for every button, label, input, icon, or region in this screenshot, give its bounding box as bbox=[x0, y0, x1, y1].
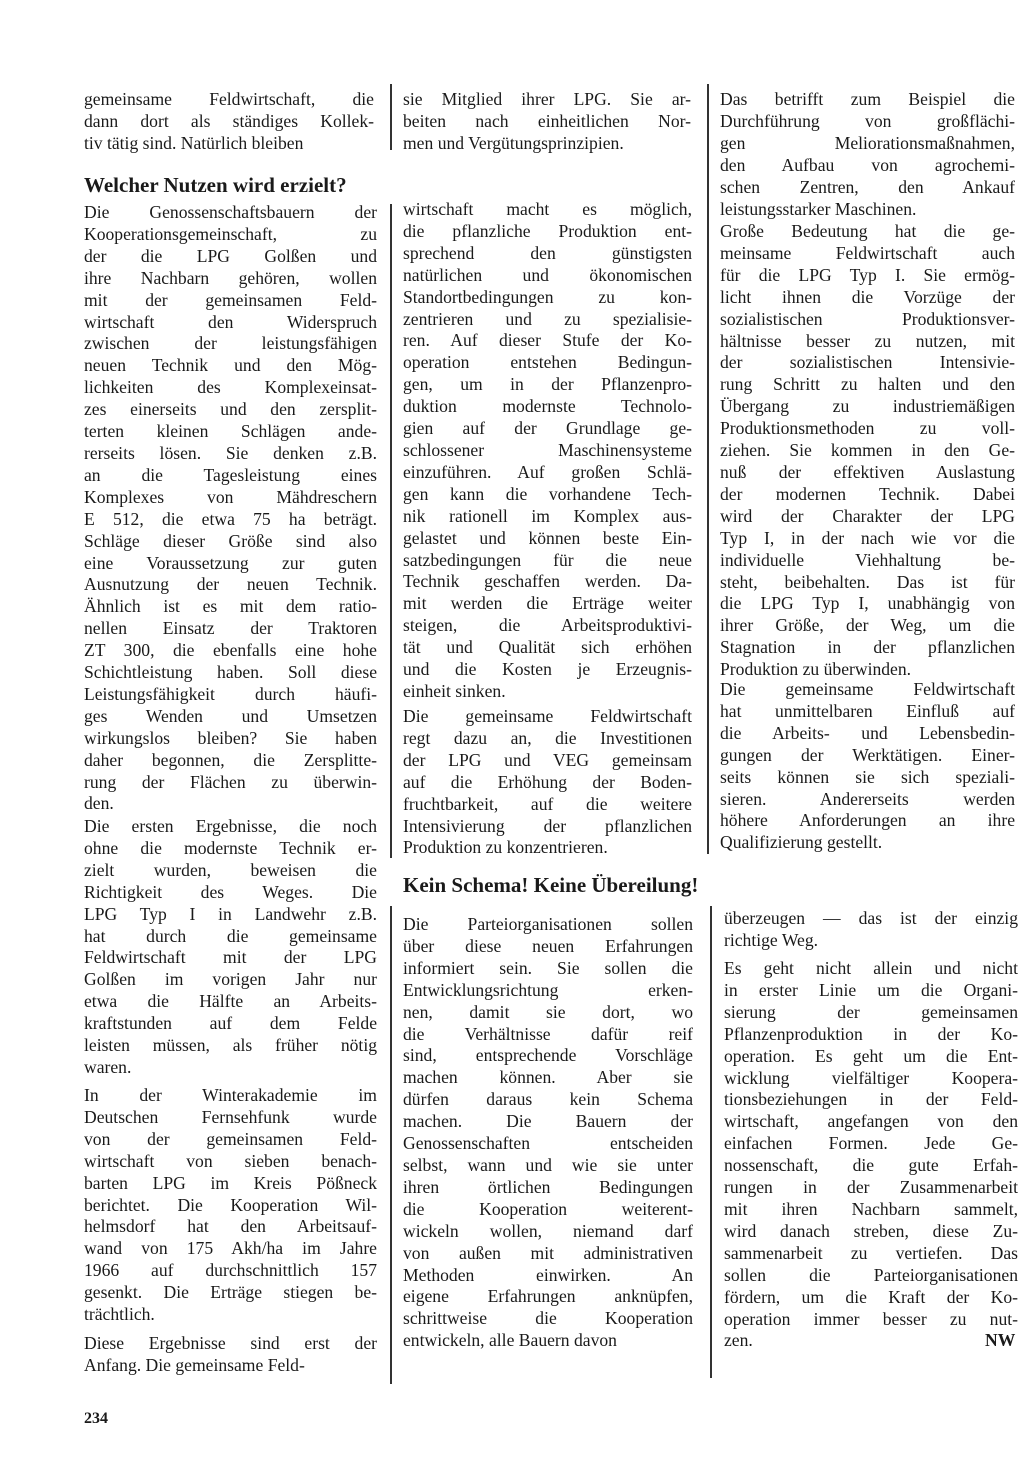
text-line: Die Parteiorganisationen sollen bbox=[403, 914, 693, 934]
text-line: hat durch die gemeinsame bbox=[84, 925, 377, 946]
text-line: Große Bedeutung hat die ge- bbox=[720, 221, 1015, 241]
text-line: wird danach streben, diese Zu- bbox=[724, 1220, 1018, 1241]
text-line: gungen der Werktätigen. Einer- bbox=[720, 744, 1015, 765]
text-line: machen. Die Bauern der bbox=[403, 1111, 693, 1132]
text-line: Schläge dieser Größe sind also bbox=[84, 530, 377, 551]
text-line: nen, damit sie dort, wo bbox=[403, 1001, 693, 1022]
text-line: Methoden einwirken. An bbox=[403, 1264, 693, 1285]
text-line: individuelle Viehhaltung be- bbox=[720, 549, 1015, 570]
top-left-text bbox=[84, 89, 374, 155]
text-line: ren. Auf dieser Stufe der Ko- bbox=[403, 330, 692, 351]
text-line: den. bbox=[84, 793, 114, 814]
text-line: seits können sie sich speziali- bbox=[720, 766, 1015, 787]
text-line: Ausnutzung der neuen Technik. bbox=[84, 574, 377, 595]
text-line: zes einerseits und den zersplit- bbox=[84, 399, 377, 420]
text-line: selbst, wann und wie sie unter bbox=[403, 1154, 693, 1175]
text-line: wand von 175 Akh/ha im Jahre bbox=[84, 1238, 377, 1259]
page-number: 234 bbox=[84, 1410, 108, 1427]
text-line: steigen, die Arbeitsproduktivi- bbox=[403, 615, 692, 636]
text-line: dann dort als ständiges Kollek- bbox=[84, 110, 374, 131]
text-line: fördern, um die Kraft der Ko- bbox=[724, 1286, 1018, 1307]
text-line: die Kooperation weiterent- bbox=[403, 1198, 693, 1219]
text-line: Qualifizierung gestellt. bbox=[720, 832, 883, 853]
text-line: regt dazu an, die Investitionen bbox=[403, 727, 692, 748]
text-line: kraftstunden auf dem Felde bbox=[84, 1013, 377, 1034]
text-line: schen Zentren, den Ankauf bbox=[720, 176, 1015, 197]
text-line: Leistungsfähigkeit durch häufi- bbox=[84, 683, 377, 704]
text-line: nik rationell im Komplex aus- bbox=[403, 505, 692, 526]
text-line: ihre Nachbarn gehören, wollen bbox=[84, 267, 377, 288]
col1-paragraph-3 bbox=[84, 1085, 377, 1326]
text-line: wicklung vielfältiger Koopera- bbox=[724, 1067, 1018, 1088]
text-line: Diese Ergebnisse sind erst der bbox=[84, 1333, 377, 1353]
text-line: über diese neuen Erfahrungen bbox=[403, 935, 693, 956]
text-line: Die Genossenschaftsbauern der bbox=[84, 202, 377, 222]
text-line: ges Wenden und Umsetzen bbox=[84, 705, 377, 726]
text-line: gen, um in der Pflanzenpro- bbox=[403, 374, 692, 395]
text-line: richtige Weg. bbox=[724, 929, 819, 950]
text-line: ohne die modernste Technik er- bbox=[84, 837, 377, 858]
col2-paragraph-1 bbox=[403, 199, 692, 703]
text-line: Schichtleistung haben. Soll diese bbox=[84, 662, 377, 683]
text-line: ziehen. Sie kommen in den Ge- bbox=[720, 440, 1015, 461]
text-line: etwa die Hälfte an Arbeits- bbox=[84, 991, 377, 1012]
text-line: men und Vergütungsprinzipien. bbox=[403, 132, 624, 153]
text-line: sozialistischen Produktionsver- bbox=[720, 308, 1015, 329]
text-line: daher begonnen, die Zersplitte- bbox=[84, 749, 377, 770]
text-line: zentrieren und zu spezialisie- bbox=[403, 308, 692, 329]
text-line: die Verhältnisse dafür reif bbox=[403, 1023, 693, 1044]
text-line: wirkungslos bleiben? Sie haben bbox=[84, 727, 377, 748]
text-line: waren. bbox=[84, 1056, 132, 1077]
column-rule bbox=[707, 84, 709, 854]
text-line: Typ I, in der nach wie vor die bbox=[720, 527, 1015, 548]
text-line: Produktion zu konzentrieren. bbox=[403, 837, 608, 858]
text-line: natürlichen und ökonomischen bbox=[403, 264, 692, 285]
text-line: einheit sinken. bbox=[403, 680, 506, 701]
text-line: meinsame Feldwirtschaft auch bbox=[720, 242, 1015, 263]
text-line: Entwicklungsrichtung erken- bbox=[403, 979, 693, 1000]
text-line: Deutschen Fernsehfunk wurde bbox=[84, 1106, 377, 1127]
text-line: sammenarbeit zu vertiefen. Das bbox=[724, 1242, 1018, 1263]
text-line: leisten müssen, als früher nötig bbox=[84, 1035, 377, 1056]
text-line: sieren. Andererseits werden bbox=[720, 788, 1015, 809]
col4-paragraph-1 bbox=[403, 914, 693, 1352]
text-line: von der gemeinsamen Feld- bbox=[84, 1128, 377, 1149]
text-line: überzeugen — das ist der einzig bbox=[724, 908, 1018, 928]
text-line: beiten nach einheitlichen Nor- bbox=[403, 110, 691, 131]
text-line: Durchführung von großflächi- bbox=[720, 110, 1015, 131]
text-line: von außen mit administrativen bbox=[403, 1242, 693, 1263]
text-line: operation entstehen Bedingun- bbox=[403, 352, 692, 373]
text-line: sollen die Parteiorganisationen bbox=[724, 1264, 1018, 1285]
text-line: an die Tagesleistung eines bbox=[84, 464, 377, 485]
text-line: mit werden die Erträge weiter bbox=[403, 593, 692, 614]
col3-paragraph-3 bbox=[720, 679, 1015, 854]
text-line: schrittweise die Kooperation bbox=[403, 1308, 693, 1329]
text-line: tionsbeziehungen in der Feld- bbox=[724, 1089, 1018, 1110]
text-line: ihrer Größe, der Weg, um die bbox=[720, 615, 1015, 636]
text-line: eine Voraussetzung zur guten bbox=[84, 552, 377, 573]
text-line: sierung der gemeinsamen bbox=[724, 1001, 1018, 1022]
text-line: dürfen daraus kein Schema bbox=[403, 1089, 693, 1110]
text-line: Die ersten Ergebnisse, die noch bbox=[84, 816, 377, 836]
text-line: sie Mitglied ihrer LPG. Sie ar- bbox=[403, 89, 691, 109]
text-line: höhere Anforderungen an ihre bbox=[720, 810, 1015, 831]
text-line: Komplexes von Mähdreschern bbox=[84, 486, 377, 507]
text-line: terten kleinen Schlägen ande- bbox=[84, 421, 377, 442]
text-line: trächtlich. bbox=[84, 1304, 155, 1325]
text-line: gen kann die vorhandene Tech- bbox=[403, 483, 692, 504]
text-line: einfachen Formen. Jede Ge- bbox=[724, 1133, 1018, 1154]
text-line: Feldwirtschaft mit der LPG bbox=[84, 947, 377, 968]
text-line: entwickeln, alle Bauern davon bbox=[403, 1330, 617, 1351]
text-line: in erster Linie um die Organi- bbox=[724, 979, 1018, 1000]
text-line: rung der Flächen zu überwin- bbox=[84, 771, 377, 792]
text-line: sprechend den günstigsten bbox=[403, 242, 692, 263]
text-line: 1966 auf durchschnittlich 157 bbox=[84, 1260, 377, 1281]
text-line: informiert sein. Sie sollen die bbox=[403, 957, 693, 978]
text-line: In der Winterakademie im bbox=[84, 1085, 377, 1105]
text-line: ihren örtlichen Bedingungen bbox=[403, 1176, 693, 1197]
text-line: Golßen im vorigen Jahr nur bbox=[84, 969, 377, 990]
text-line: für die LPG Typ I. Sie ermög- bbox=[720, 264, 1015, 285]
text-line: satzbedingungen für die neue bbox=[403, 549, 692, 570]
text-line: operation immer besser zu nut- bbox=[724, 1308, 1018, 1329]
text-line: zielt wurden, beweisen die bbox=[84, 859, 377, 880]
text-line: Ähnlich ist es mit dem ratio- bbox=[84, 596, 377, 617]
text-line: wirtschaft, angefangen von den bbox=[724, 1111, 1018, 1132]
text-line: rungen in der Zusammenarbeit bbox=[724, 1177, 1018, 1198]
text-line: lichkeiten des Komplexeinsat- bbox=[84, 377, 377, 398]
text-line: gien auf der Grundlage ge- bbox=[403, 418, 692, 439]
text-line: rung Schritt zu halten und den bbox=[720, 374, 1015, 395]
text-line: wickeln wollen, niemand darf bbox=[403, 1220, 693, 1241]
col3-paragraph-2 bbox=[720, 221, 1015, 681]
text-line: gen Meliorationsmaßnahmen, bbox=[720, 132, 1015, 153]
text-line: die LPG Typ I, unabhängig von bbox=[720, 593, 1015, 614]
col2-paragraph-2 bbox=[403, 706, 692, 859]
text-line: duktion modernste Technolo- bbox=[403, 396, 692, 417]
author-signature: NW bbox=[985, 1330, 1016, 1350]
text-line: hältnisse besser zu nutzen, mit bbox=[720, 330, 1015, 351]
column-rule bbox=[390, 204, 392, 858]
text-line: zwischen der leistungsfähigen bbox=[84, 333, 377, 354]
text-line: wird der Charakter der LPG bbox=[720, 505, 1015, 526]
text-line: Stagnation in der pflanzlichen bbox=[720, 637, 1015, 658]
text-line: tiv tätig sind. Natürlich bleiben bbox=[84, 132, 304, 153]
text-line: zen. bbox=[724, 1330, 753, 1351]
text-line: eigene Erfahrungen anknüpfen, bbox=[403, 1286, 693, 1307]
text-line: Technik geschaffen werden. Da- bbox=[403, 571, 692, 592]
col1-paragraph-4 bbox=[84, 1333, 377, 1377]
text-line: nellen Einsatz der Traktoren bbox=[84, 618, 377, 639]
text-line: rerseits lösen. Sie denken z.B. bbox=[84, 442, 377, 463]
text-line: LPG Typ I in Landwehr z.B. bbox=[84, 903, 377, 924]
text-line: E 512, die etwa 75 ha beträgt. bbox=[84, 508, 377, 529]
text-line: Die gemeinsame Feldwirtschaft bbox=[720, 679, 1015, 699]
col1-paragraph-2 bbox=[84, 816, 377, 1079]
text-line: Standortbedingungen zu kon- bbox=[403, 286, 692, 307]
text-line: helmsdorf hat den Arbeitsauf- bbox=[84, 1216, 377, 1237]
text-line: Das betrifft zum Beispiel die bbox=[720, 89, 1015, 109]
text-line: sind, entsprechende Vorschläge bbox=[403, 1045, 693, 1066]
col5-paragraph-2 bbox=[724, 958, 1018, 1352]
text-line: einzuführen. Auf großen Schlä- bbox=[403, 461, 692, 482]
text-line: schlossener Maschinensysteme bbox=[403, 439, 692, 460]
text-line: gelastet und können beste Ein- bbox=[403, 527, 692, 548]
text-line: licht ihnen die Vorzüge der bbox=[720, 286, 1015, 307]
text-line: die Arbeits- und Lebensbedin- bbox=[720, 722, 1015, 743]
text-line: der LPG und VEG gemeinsam bbox=[403, 749, 692, 770]
col1-paragraph-1 bbox=[84, 202, 377, 815]
text-line: ZT 300, die ebenfalls eine hohe bbox=[84, 640, 377, 661]
column-rule bbox=[390, 84, 392, 150]
text-line: Es geht nicht allein und nicht bbox=[724, 958, 1018, 978]
text-line: Produktionsmethoden zu voll- bbox=[720, 418, 1015, 439]
text-line: machen können. Aber sie bbox=[403, 1067, 693, 1088]
text-line: operation. Es geht um die Ent- bbox=[724, 1045, 1018, 1066]
text-line: auf die Erhöhung der Boden- bbox=[403, 771, 692, 792]
text-line: nossenschaft, die gute Erfah- bbox=[724, 1155, 1018, 1176]
column-rule bbox=[710, 906, 712, 1378]
text-line: nuß der effektiven Auslastung bbox=[720, 461, 1015, 482]
text-line: Produktion zu überwinden. bbox=[720, 659, 912, 680]
text-line: leistungsstarker Maschinen. bbox=[720, 198, 917, 219]
text-line: Genossenschaften entscheiden bbox=[403, 1133, 693, 1154]
text-line: Intensivierung der pflanzlichen bbox=[403, 815, 692, 836]
text-line: der modernen Technik. Dabei bbox=[720, 483, 1015, 504]
text-line: Kooperationsgemeinschaft, zu bbox=[84, 223, 377, 244]
text-line: der die LPG Golßen und bbox=[84, 245, 377, 266]
text-line: Pflanzenproduktion in der Ko- bbox=[724, 1023, 1018, 1044]
text-line: hat unmittelbaren Einfluß auf bbox=[720, 700, 1015, 721]
text-line: die pflanzliche Produktion ent- bbox=[403, 220, 692, 241]
text-line: Übergang zu industriemäßigen bbox=[720, 396, 1015, 417]
text-line: barten LPG im Kreis Pößneck bbox=[84, 1172, 377, 1193]
text-line: wirtschaft von sieben benach- bbox=[84, 1150, 377, 1171]
column-rule bbox=[390, 906, 392, 1384]
text-line: steht, beibehalten. Das ist für bbox=[720, 571, 1015, 592]
text-line: tät und Qualität sich erhöhen bbox=[403, 637, 692, 658]
text-line: Anfang. Die gemeinsame Feld- bbox=[84, 1354, 305, 1375]
top-middle-text bbox=[403, 89, 691, 155]
text-line: gemeinsame Feldwirtschaft, die bbox=[84, 89, 374, 109]
text-line: gesenkt. Die Erträge stiegen be- bbox=[84, 1282, 377, 1303]
text-line: mit ihren Nachbarn sammelt, bbox=[724, 1198, 1018, 1219]
text-line: berichtet. Die Kooperation Wil- bbox=[84, 1194, 377, 1215]
text-line: fruchtbarkeit, auf die weitere bbox=[403, 793, 692, 814]
text-line: den Aufbau von agrochemi- bbox=[720, 154, 1015, 175]
text-line: neuen Technik und den Mög- bbox=[84, 355, 377, 376]
text-line: Die gemeinsame Feldwirtschaft bbox=[403, 706, 692, 726]
col5-paragraph-1 bbox=[724, 908, 1018, 952]
text-line: wirtschaft den Widerspruch bbox=[84, 311, 377, 332]
text-line: und die Kosten je Erzeugnis- bbox=[403, 659, 692, 680]
heading-nutzen: Welcher Nutzen wird erzielt? bbox=[84, 173, 347, 197]
text-line: Richtigkeit des Weges. Die bbox=[84, 881, 377, 902]
heading-kein-schema: Kein Schema! Keine Übereilung! bbox=[403, 873, 699, 897]
col3-paragraph-1 bbox=[720, 89, 1015, 220]
text-line: mit der gemeinsamen Feld- bbox=[84, 289, 377, 310]
text-line: der sozialistischen Intensivie- bbox=[720, 352, 1015, 373]
text-line: wirtschaft macht es möglich, bbox=[403, 199, 692, 219]
